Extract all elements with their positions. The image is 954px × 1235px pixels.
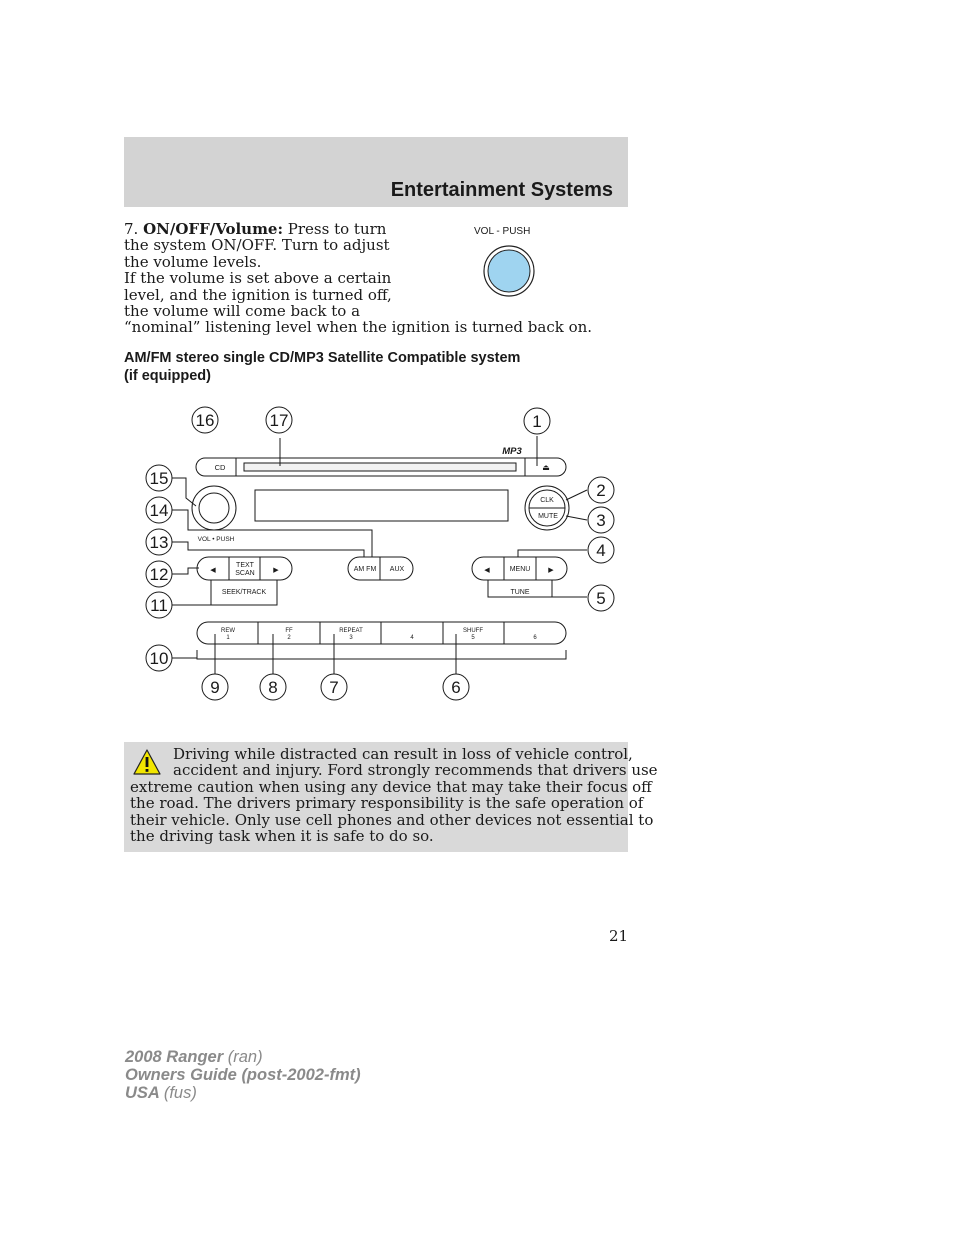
callout-7 bbox=[321, 674, 347, 700]
callout-number-1: 1 bbox=[532, 412, 542, 431]
callout-4 bbox=[588, 537, 614, 563]
callout-2 bbox=[588, 477, 614, 503]
seek-left-arrow: ◀ bbox=[210, 567, 216, 574]
tune-left-arrow: ◀ bbox=[484, 567, 490, 574]
intro-line-5: level, and the ignition is turned off, bbox=[124, 285, 392, 304]
intro-line-2: the system ON/OFF. Turn to adjust bbox=[124, 236, 390, 255]
callout-12 bbox=[146, 561, 172, 587]
section-heading-line-2: (if equipped) bbox=[124, 368, 211, 384]
callout-number-5: 5 bbox=[596, 589, 606, 608]
section-heading-line-1: AM/FM stereo single CD/MP3 Satellite Compatible system bbox=[124, 350, 521, 366]
warning-line-5: their vehicle. Only use cell phones and other devices not essential to bbox=[130, 810, 654, 829]
mute-label: MUTE bbox=[538, 513, 558, 520]
warning-line-3: extreme caution when using any device that may take their focus off bbox=[130, 777, 652, 796]
header-band bbox=[124, 137, 628, 207]
callout-number-6: 6 bbox=[451, 678, 461, 697]
callout-5 bbox=[588, 585, 614, 611]
callout-number-4: 4 bbox=[596, 541, 606, 560]
warning-line-1: Driving while distracted can result in loss of vehicle control, bbox=[173, 745, 633, 763]
menu-label: MENU bbox=[509, 566, 531, 573]
preset-number-6: 6 bbox=[533, 635, 537, 641]
callout-13 bbox=[146, 529, 172, 555]
page-title: Entertainment Systems bbox=[390, 179, 613, 201]
volume-knob-icon bbox=[483, 245, 535, 297]
callout-1 bbox=[524, 408, 550, 434]
intro-line-1: 7. ON/OFF/Volume: Press to turn bbox=[124, 220, 387, 238]
warning-box bbox=[124, 742, 658, 852]
eject-label: ⏏ bbox=[542, 463, 550, 472]
intro-line-3: the volume levels. bbox=[124, 252, 262, 271]
callout-8 bbox=[260, 674, 286, 700]
preset-label-5: SHUFF bbox=[463, 628, 483, 634]
vol-push-label: VOL - PUSH bbox=[474, 226, 531, 237]
seek-track-label: SEEK/TRACK bbox=[221, 589, 267, 596]
preset-number-1: 1 bbox=[226, 635, 230, 641]
callout-number-16: 16 bbox=[195, 411, 215, 430]
disc-slot bbox=[244, 463, 516, 471]
warning-line-6: the driving task when it is safe to do so. bbox=[130, 827, 434, 846]
item-label: ON/OFF/Volume: bbox=[143, 220, 284, 238]
callout-15 bbox=[146, 465, 172, 491]
callout-number-17: 17 bbox=[269, 411, 289, 430]
radio-diagram bbox=[140, 400, 620, 710]
callout-number-12: 12 bbox=[149, 565, 169, 584]
footer bbox=[125, 1048, 361, 1102]
mp3-logo: MP3 bbox=[502, 446, 522, 457]
callout-number-8: 8 bbox=[268, 678, 278, 697]
callout-6 bbox=[443, 674, 469, 700]
section-heading bbox=[124, 349, 520, 385]
warning-line-4: the road. The drivers primary responsibility is the safe operation of bbox=[130, 794, 644, 813]
callout-14 bbox=[146, 497, 172, 523]
preset-label-2: FF bbox=[285, 628, 293, 634]
item-number: 7. bbox=[124, 220, 139, 238]
callout-3 bbox=[588, 507, 614, 533]
callout-number-13: 13 bbox=[149, 533, 169, 552]
callout-number-2: 2 bbox=[596, 481, 606, 500]
display-window bbox=[255, 490, 508, 521]
preset-number-5: 5 bbox=[471, 635, 475, 641]
callout-10 bbox=[146, 645, 172, 671]
scan-label: SCAN bbox=[235, 570, 255, 577]
vol-push-diagram-label: VOL • PUSH bbox=[197, 536, 235, 543]
callout-number-3: 3 bbox=[596, 511, 606, 530]
preset-number-3: 3 bbox=[349, 635, 353, 641]
tune-right-arrow: ▶ bbox=[548, 567, 554, 574]
callout-11 bbox=[146, 592, 172, 618]
callout-number-14: 14 bbox=[149, 501, 169, 520]
preset-number-2: 2 bbox=[287, 635, 291, 641]
callout-9 bbox=[202, 674, 228, 700]
callout-17 bbox=[266, 407, 292, 433]
callout-number-15: 15 bbox=[149, 469, 169, 488]
preset-number-4: 4 bbox=[410, 635, 414, 641]
intro-line-4: If the volume is set above a certain bbox=[124, 269, 392, 288]
text-label: TEXT bbox=[236, 562, 254, 569]
footer-line-3: USA (fus) bbox=[125, 1084, 197, 1102]
footer-line-2: Owners Guide (post-2002-fmt) bbox=[125, 1066, 361, 1084]
callout-number-10: 10 bbox=[149, 649, 169, 668]
callout-number-11: 11 bbox=[150, 596, 168, 615]
am-fm-label: AM FM bbox=[353, 566, 377, 573]
intro-line-7: “nominal” listening level when the ignition is turned back on. bbox=[124, 318, 593, 337]
preset-label-1: REW bbox=[221, 628, 235, 634]
footer-line-1: 2008 Ranger (ran) bbox=[125, 1048, 263, 1066]
callout-number-7: 7 bbox=[329, 678, 339, 697]
callout-number-9: 9 bbox=[210, 678, 220, 697]
intro-line-6: the volume will come back to a bbox=[124, 302, 361, 321]
aux-label: AUX bbox=[389, 566, 405, 573]
page-number: 21 bbox=[609, 927, 629, 945]
warning-line-2: accident and injury. Ford strongly recommends that drivers use bbox=[173, 761, 658, 780]
seek-right-arrow: ▶ bbox=[273, 567, 279, 574]
clk-label: CLK bbox=[540, 497, 554, 504]
tune-label: TUNE bbox=[510, 589, 530, 596]
callout-16 bbox=[192, 407, 218, 433]
warning-text bbox=[130, 745, 658, 846]
preset-label-3: REPEAT bbox=[339, 628, 363, 634]
cd-label: CD bbox=[214, 463, 226, 472]
